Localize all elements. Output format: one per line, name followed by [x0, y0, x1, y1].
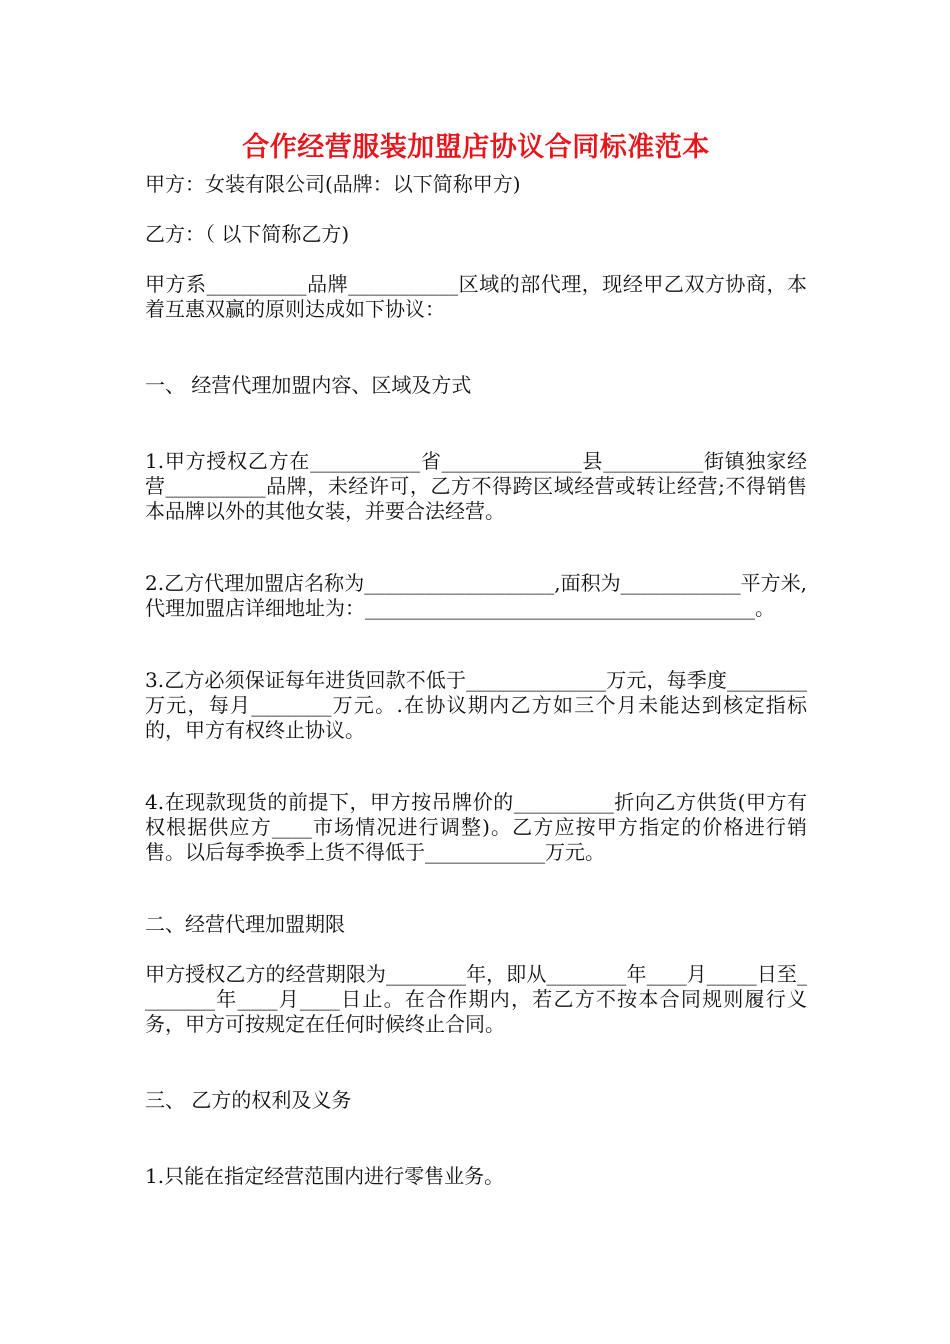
document-title: 合作经营服装加盟店协议合同标准范本: [242, 132, 710, 163]
clause-1-1: 1.甲方授权乙方在___________省______________县__________街镇独家经营__________品牌，未经许可，乙方不得跨区域经营或转让经营;不得销售本品牌以外的其他女装，并要合法经营。: [145, 449, 807, 523]
party-b-line: 乙方：（ 以下简称乙方): [145, 222, 350, 246]
intro-paragraph: 甲方系__________品牌___________区域的部代理，现经甲乙双方协商，本着互惠双赢的原则达成如下协议：: [145, 272, 807, 321]
clause-3-1: 1.只能在指定经营范围内进行零售业务。: [145, 1164, 505, 1188]
clause-1-3: 3.乙方必须保证每年进货回款不低于______________万元，每季度________万元，每月________万元。.在协议期内乙方如三个月未能达到核定指标的，甲方有权终止协议。: [145, 668, 807, 742]
section-1-heading: 一、 经营代理加盟内容、区域及方式: [145, 373, 472, 397]
section-2-heading: 二、经营代理加盟期限: [145, 912, 345, 936]
section-2-body: 甲方授权乙方的经营期限为________年，即从________年____月_____日至________年____月____日止。在合作期内，若乙方不按本合同规则履行义务，甲方可按规定在任何时候终止合同。: [145, 962, 807, 1036]
party-a-line: 甲方：女装有限公司(品牌：以下简称甲方): [145, 172, 521, 196]
clause-1-4: 4.在现款现货的前提下，甲方按吊牌价的__________折向乙方供货(甲方有权根据供应方____市场情况进行调整)。乙方应按甲方指定的价格进行销售。以后每季换季上货不得低于____________万元。: [145, 790, 807, 864]
document-page: [145, 128, 807, 1189]
clause-1-2: 2.乙方代理加盟店名称为___________________,面积为____________平方米,代理加盟店详细地址为：_______________________________________。: [145, 571, 807, 620]
section-3-heading: 三、 乙方的权利及义务: [145, 1088, 352, 1112]
